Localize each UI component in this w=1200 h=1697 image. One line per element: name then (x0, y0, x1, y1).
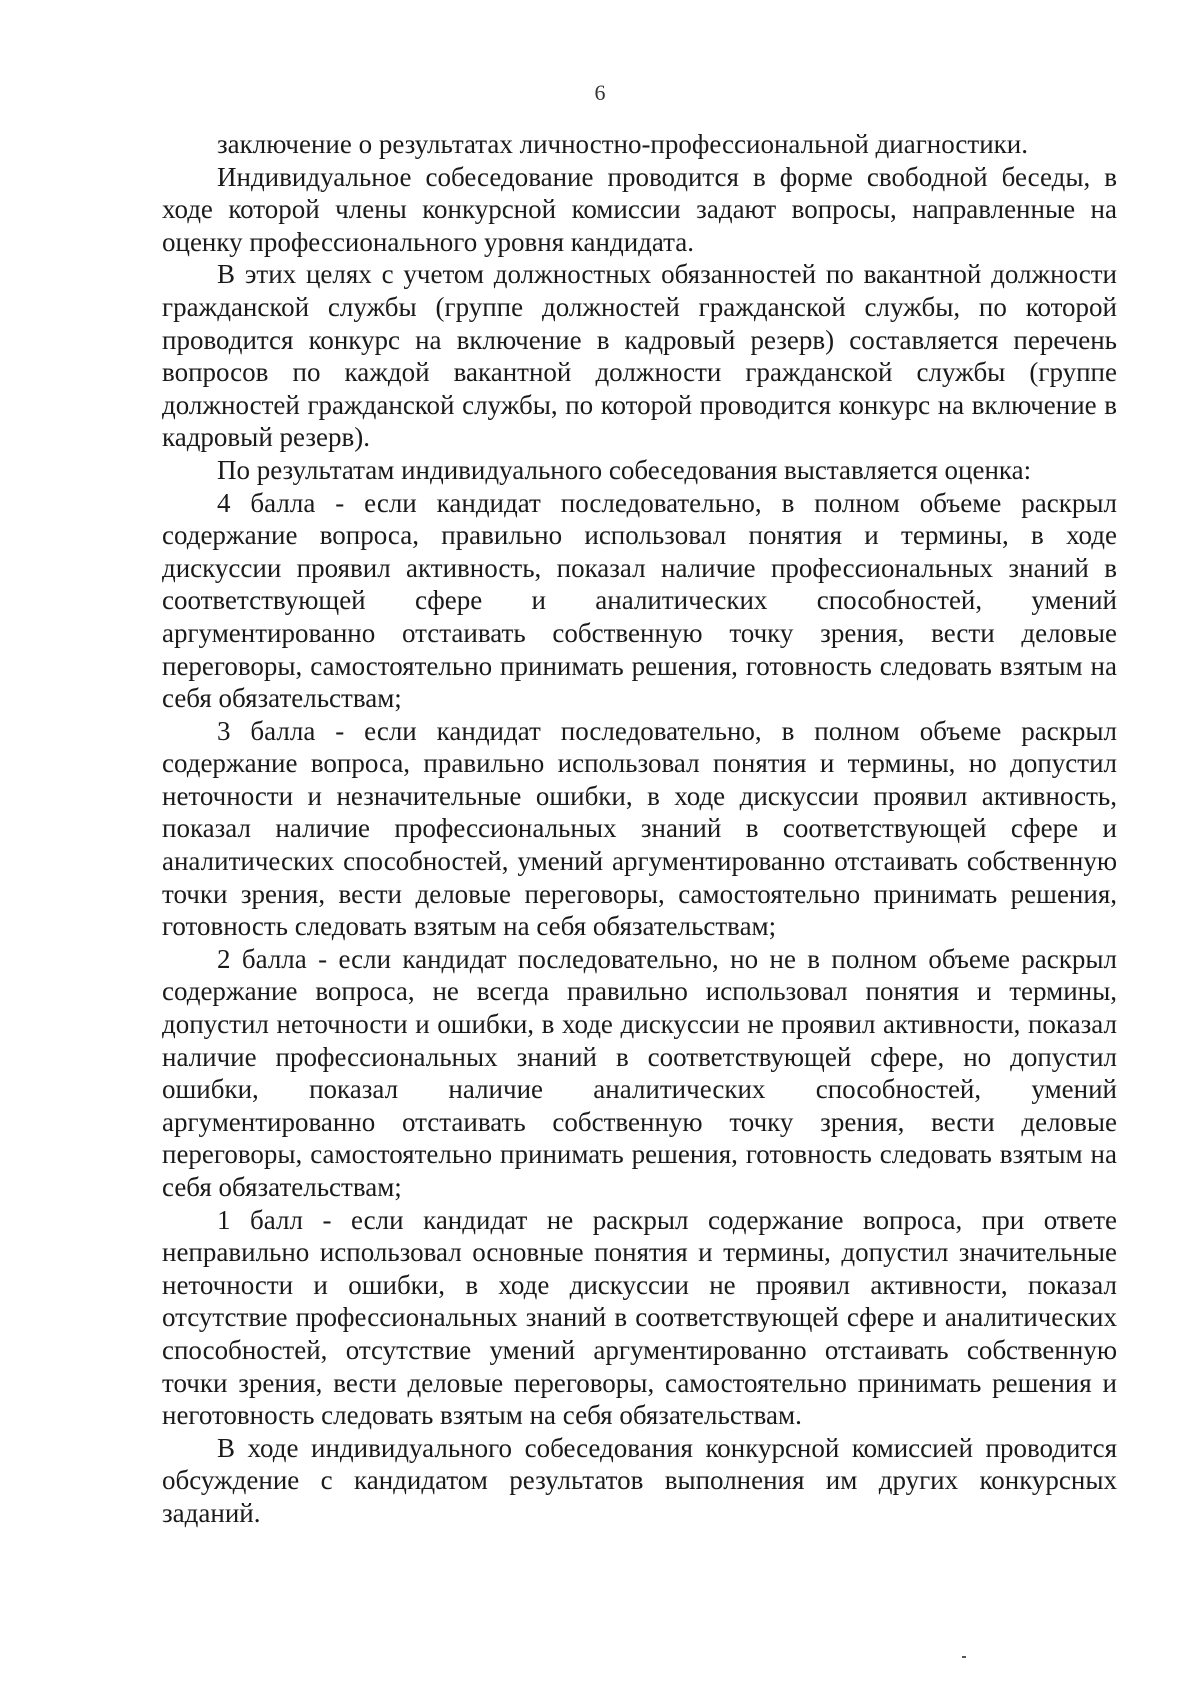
paragraph-score-3: 3 балла - если кандидат последовательно, в полном объеме раскрыл содержание вопроса, правильно использовал понятия и термины, но допустил неточности и незначительные ошибки, в ходе дискуссии проявил активность, показал наличие профессиональных знаний в соответствующей сфере и аналитических способностей, умений аргументированно отстаивать собственную точки зрения, вести деловые переговоры, самостоятельно принимать решения, готовность следовать взятым на себя обязательствам; (162, 715, 1117, 942)
scan-artifact (962, 1656, 966, 1658)
paragraph-score-1: 1 балл - если кандидат не раскрыл содержание вопроса, при ответе неправильно использовал основные понятия и термины, допустил значительные неточности и ошибки, в ходе дискуссии не проявил активности, показал отсутствие профессиональных знаний в соответствующей сфере и аналитических способностей, отсутствие умений аргументированно отстаивать собственную точки зрения, вести деловые переговоры, самостоятельно принимать решения и неготовность следовать взятым на себя обязательствам. (162, 1204, 1117, 1431)
paragraph-discussion: В ходе индивидуального собеседования конкурсной комиссией проводится обсуждение с кандидатом результатов выполнения им других конкурсных заданий. (162, 1432, 1117, 1528)
paragraph-interview-format: Индивидуальное собеседование проводится в форме свободной беседы, в ходе которой члены конкурсной комиссии задают вопросы, направленные на оценку профессионального уровня кандидата. (162, 161, 1117, 257)
page-number: 6 (594, 80, 606, 105)
paragraph-question-list: В этих целях с учетом должностных обязанностей по вакантной должности гражданской службы (группе должностей гражданской службы, по которой проводится конкурс на включение в кадровый резерв) составляется перечень вопросов по каждой вакантной должности гражданской службы (группе должностей гражданской службы, по которой проводится конкурс на включение в кадровый резерв). (162, 259, 1117, 453)
paragraph-score-4: 4 балла - если кандидат последовательно, в полном объеме раскрыл содержание вопроса, правильно использовал понятия и термины, в ходе дискуссии проявил активность, показал наличие профессиональных знаний в соответствующей сфере и аналитических способностей, умений аргументированно отстаивать собственную точку зрения, вести деловые переговоры, самостоятельно принимать решения, готовность следовать взятым на себя обязательствам; (162, 487, 1117, 714)
paragraph-continuation: заключение о результатах личностно-профессиональной диагностики. (217, 129, 1028, 159)
paragraph-scoring-intro: По результатам индивидуального собеседования выставляется оценка: (217, 454, 1032, 485)
paragraph-score-2: 2 балла - если кандидат последовательно, но не в полном объеме раскрыл содержание вопроса, не всегда правильно использовал понятия и термины, допустил неточности и ошибки, в ходе дискуссии не проявил активности, показал наличие профессиональных знаний в соответствующей сфере, но допустил ошибки, показал наличие аналитических способностей, умений аргументированно отстаивать собственную точку зрения, вести деловые переговоры, самостоятельно принимать решения, готовность следовать взятым на себя обязательствам; (162, 943, 1117, 1202)
document-body (162, 128, 1117, 1530)
